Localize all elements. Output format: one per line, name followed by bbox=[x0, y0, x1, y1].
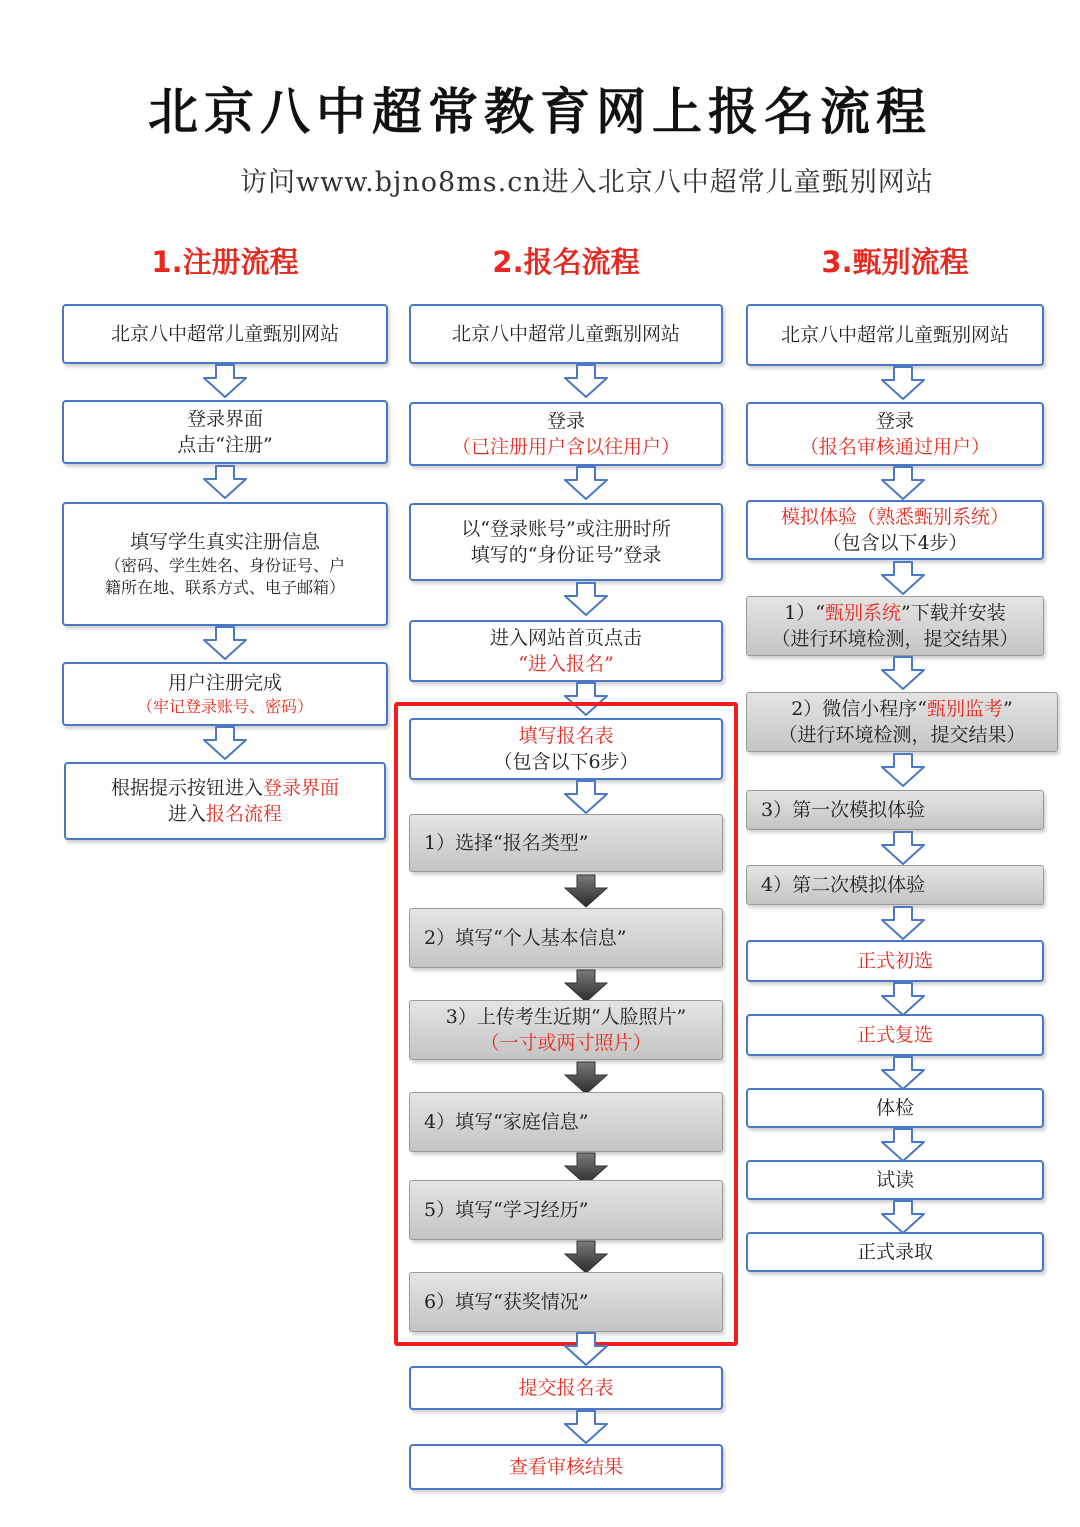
screen-first-box bbox=[746, 940, 1044, 982]
apply-login-line1: 登录 bbox=[546, 410, 585, 432]
apply-result-label: 查看审核结果 bbox=[508, 1456, 623, 1478]
screen-step-3-label: 3）第一次模拟体验 bbox=[761, 799, 926, 821]
screen-second-box bbox=[746, 1014, 1044, 1056]
reg-arrow-3 bbox=[202, 626, 248, 660]
reg-next-apply-link: 报名流程 bbox=[206, 803, 283, 825]
apply-account-line2: 填写的“身份证号”登录 bbox=[470, 544, 662, 566]
step-arrow-3 bbox=[563, 1061, 609, 1095]
apply-enter-box bbox=[409, 620, 723, 682]
apply-form-line1: 填写报名表 bbox=[518, 725, 614, 747]
step-5-box bbox=[409, 1180, 723, 1240]
apply-website-label: 北京八中超常儿童甄别网站 bbox=[451, 323, 680, 345]
apply-form-line2: （包含以下6步） bbox=[493, 751, 639, 773]
screen-step-4-label: 4）第二次模拟体验 bbox=[761, 874, 926, 896]
screen-step-2-line2: （进行环境检测，提交结果） bbox=[778, 724, 1026, 746]
screen-step-2-box bbox=[746, 692, 1058, 752]
reg-complete-line1: 用户注册完成 bbox=[167, 672, 282, 694]
reg-arrow-1 bbox=[202, 364, 248, 398]
reg-info-box bbox=[62, 502, 388, 626]
step-1-box bbox=[409, 814, 723, 872]
reg-login-line2: 点击“注册” bbox=[177, 434, 273, 456]
reg-info-line2: （密码、学生姓名、身份证号、户 bbox=[104, 556, 345, 575]
screen-admit-box bbox=[746, 1232, 1044, 1272]
screen-step-1-a: 1）“ bbox=[784, 602, 826, 624]
reg-arrow-4 bbox=[202, 726, 248, 760]
screen-mock-box bbox=[746, 500, 1044, 560]
screen-step-1-keyword: 甄别系统 bbox=[825, 602, 902, 624]
screen-step-2-a: 2）微信小程序“ bbox=[791, 698, 928, 720]
apply-arrow-7 bbox=[563, 1410, 609, 1444]
apply-arrow-6 bbox=[563, 1332, 609, 1366]
step-arrow-5 bbox=[563, 1240, 609, 1274]
page-subtitle: 访问www.bjno8ms.cn进入北京八中超常儿童甄别网站 bbox=[240, 167, 934, 198]
reg-next-text-a: 根据提示按钮进入 bbox=[110, 777, 263, 799]
screen-login-box bbox=[746, 402, 1044, 466]
step-4-box bbox=[409, 1092, 723, 1152]
step-3-label: 3）上传考生近期“人脸照片” bbox=[445, 1006, 687, 1028]
screen-exam-label: 体检 bbox=[875, 1097, 914, 1119]
step-5-label: 5）填写“学习经历” bbox=[424, 1199, 589, 1221]
apply-arrow-5 bbox=[563, 780, 609, 814]
screen-step-3-box bbox=[746, 790, 1044, 830]
apply-arrow-3 bbox=[563, 582, 609, 616]
screen-step-1-box bbox=[746, 596, 1044, 656]
apply-submit-label: 提交报名表 bbox=[518, 1377, 614, 1399]
screen-admit-label: 正式录取 bbox=[856, 1241, 933, 1263]
apply-result-box bbox=[409, 1444, 723, 1490]
screen-step-2-c: ” bbox=[1003, 698, 1013, 720]
screen-arrow-8 bbox=[880, 982, 926, 1016]
screen-step-1-c: ”下载并安装 bbox=[901, 602, 1006, 624]
apply-enter-line1: 进入网站首页点击 bbox=[489, 627, 642, 649]
step-4-label: 4）填写“家庭信息” bbox=[424, 1111, 589, 1133]
screen-exam-box bbox=[746, 1088, 1044, 1128]
screen-website-box bbox=[746, 304, 1044, 366]
step-1-label: 1）选择“报名类型” bbox=[424, 832, 589, 854]
screen-login-line2: （报名审核通过用户） bbox=[799, 436, 990, 458]
reg-login-line1: 登录界面 bbox=[186, 408, 263, 430]
reg-complete-line2: （牢记登录账号、密码） bbox=[136, 697, 313, 716]
screen-arrow-11 bbox=[880, 1200, 926, 1234]
apply-account-line1: 以“登录账号”或注册时所 bbox=[461, 518, 671, 540]
reg-website-box bbox=[62, 304, 388, 364]
step-6-label: 6）填写“获奖情况” bbox=[424, 1291, 589, 1313]
apply-enter-line2: “进入报名” bbox=[518, 653, 614, 675]
screen-website-label: 北京八中超常儿童甄别网站 bbox=[780, 324, 1009, 346]
screen-second-label: 正式复选 bbox=[856, 1024, 933, 1046]
screen-arrow-2 bbox=[880, 466, 926, 500]
apply-login-box bbox=[409, 402, 723, 466]
heading-screening: 3.甄别流程 bbox=[821, 245, 969, 279]
reg-login-box bbox=[62, 400, 388, 464]
screen-step-4-box bbox=[746, 865, 1044, 905]
screen-arrow-1 bbox=[880, 366, 926, 400]
screen-arrow-9 bbox=[880, 1056, 926, 1090]
step-2-label: 2）填写“个人基本信息” bbox=[424, 927, 627, 949]
screen-trial-box bbox=[746, 1160, 1044, 1200]
screen-arrow-4 bbox=[880, 656, 926, 690]
screen-first-label: 正式初选 bbox=[856, 950, 933, 972]
reg-next-login-link: 登录界面 bbox=[263, 777, 340, 799]
reg-website-label: 北京八中超常儿童甄别网站 bbox=[110, 323, 339, 345]
screen-login-line1: 登录 bbox=[875, 410, 914, 432]
heading-registration: 1.注册流程 bbox=[151, 245, 299, 279]
reg-next-box bbox=[64, 762, 386, 840]
step-2-box bbox=[409, 908, 723, 968]
screen-step-1-line2: （进行环境检测，提交结果） bbox=[771, 628, 1019, 650]
screen-mock-line1: 模拟体验（熟悉甄别系统） bbox=[780, 506, 1009, 528]
screen-mock-line2: （包含以下4步） bbox=[822, 532, 968, 554]
screen-arrow-6 bbox=[880, 831, 926, 865]
screen-trial-label: 试读 bbox=[875, 1169, 914, 1191]
page-title: 北京八中超常教育网上报名流程 bbox=[148, 82, 932, 141]
step-3-box bbox=[409, 1000, 723, 1060]
reg-arrow-2 bbox=[202, 465, 248, 499]
apply-website-box bbox=[409, 304, 723, 364]
reg-next-text-c: 进入 bbox=[167, 803, 206, 825]
apply-arrow-1 bbox=[563, 364, 609, 398]
screen-arrow-7 bbox=[880, 906, 926, 940]
reg-info-line1: 填写学生真实注册信息 bbox=[129, 531, 320, 553]
screen-step-2-keyword: 甄别监考 bbox=[927, 698, 1004, 720]
step-6-box bbox=[409, 1272, 723, 1332]
screen-arrow-3 bbox=[880, 561, 926, 595]
apply-account-box bbox=[409, 503, 723, 581]
step-arrow-2 bbox=[563, 969, 609, 1003]
screen-arrow-5 bbox=[880, 753, 926, 787]
step-arrow-1 bbox=[563, 874, 609, 908]
reg-info-line3: 籍所在地、联系方式、电子邮箱） bbox=[104, 578, 345, 597]
step-3-note: （一寸或两寸照片） bbox=[480, 1032, 652, 1054]
screen-arrow-10 bbox=[880, 1128, 926, 1162]
apply-submit-box bbox=[409, 1366, 723, 1410]
reg-complete-box bbox=[62, 662, 388, 726]
apply-login-line2: （已注册用户含以往用户） bbox=[451, 436, 680, 458]
heading-application: 2.报名流程 bbox=[492, 245, 640, 279]
apply-arrow-2 bbox=[563, 466, 609, 500]
apply-form-box bbox=[409, 718, 723, 780]
